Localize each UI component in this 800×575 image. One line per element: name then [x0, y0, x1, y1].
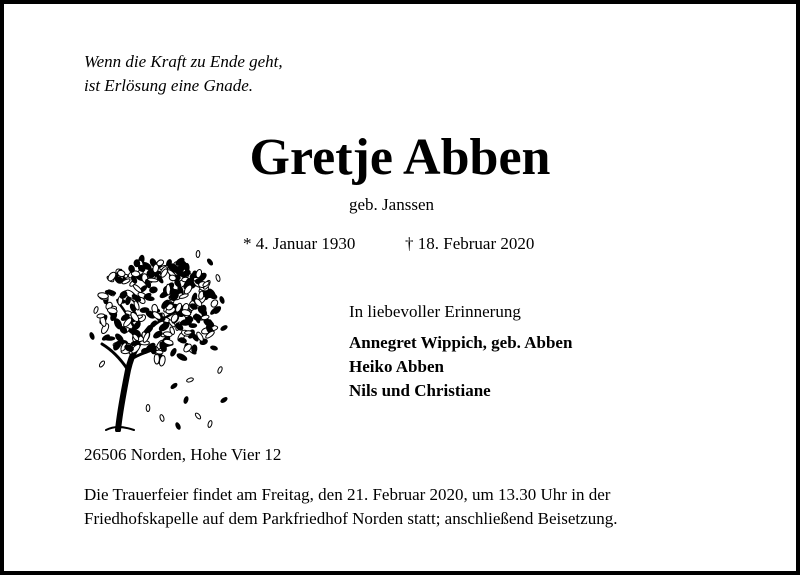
- mourner-name: Nils und Christiane: [349, 381, 491, 400]
- leaf-shape: [155, 350, 163, 355]
- mourners-list: [349, 331, 572, 403]
- leaf-shape: [206, 258, 213, 266]
- leaf-shape: [145, 296, 154, 301]
- leaf-shape: [176, 352, 188, 361]
- death-date: † 18. Februar 2020: [405, 234, 535, 253]
- leaf-shape: [183, 396, 189, 404]
- mourner-name: Heiko Abben: [349, 357, 444, 376]
- leaf-shape: [210, 345, 218, 350]
- leaf-shape: [178, 337, 187, 344]
- funeral-line-1: Die Trauerfeier findet am Freitag, den 21. Februar 2020, um 13.30 Uhr in der: [84, 485, 611, 504]
- birth-date: * 4. Januar 1930: [243, 234, 356, 253]
- tree-leaves: [97, 255, 222, 367]
- leaf-shape: [220, 325, 228, 332]
- address: 26506 Norden, Hohe Vier 12: [84, 445, 282, 464]
- leaf-shape: [175, 422, 181, 430]
- leaf-shape: [146, 405, 150, 412]
- deceased-name: Gretje Abben: [249, 129, 551, 186]
- leaf-shape: [158, 321, 170, 332]
- memory-line: In liebevoller Erinnerung: [349, 302, 521, 321]
- leaf-shape: [191, 345, 197, 354]
- leaf-shape: [159, 414, 165, 422]
- tree-with-falling-leaves-icon: [78, 240, 230, 432]
- leaf-shape: [215, 274, 220, 282]
- leaf-shape: [151, 310, 162, 321]
- leaf-shape: [128, 265, 135, 273]
- leaf-shape: [149, 320, 157, 329]
- leaf-shape: [186, 377, 194, 383]
- leaf-shape: [220, 397, 228, 404]
- leaf-shape: [93, 306, 99, 314]
- leaf-shape: [207, 420, 212, 428]
- leaf-shape: [114, 333, 124, 344]
- leaf-shape: [140, 307, 149, 312]
- mourner-name: Annegret Wippich, geb. Abben: [349, 333, 573, 352]
- leaf-shape: [196, 250, 200, 257]
- leaf-shape: [170, 382, 178, 389]
- leaf-shape: [98, 360, 105, 368]
- quote: [84, 50, 283, 98]
- leaf-shape: [194, 412, 201, 420]
- maiden-name: geb. Janssen: [349, 195, 434, 214]
- leaf-shape: [89, 332, 95, 340]
- funeral-notice: [84, 483, 617, 531]
- leaf-shape: [184, 331, 192, 335]
- leaf-shape: [97, 313, 105, 318]
- leaf-shape: [219, 296, 225, 304]
- quote-line-1: Wenn die Kraft zu Ende geht,: [84, 52, 283, 71]
- leaf-shape: [141, 348, 149, 355]
- leaf-shape: [217, 366, 223, 374]
- funeral-line-2: Friedhofskapelle auf dem Parkfriedhof Norden statt; anschließend Beisetzung.: [84, 509, 618, 528]
- quote-line-2: ist Erlösung eine Gnade.: [84, 76, 254, 95]
- leaf-shape: [170, 348, 178, 357]
